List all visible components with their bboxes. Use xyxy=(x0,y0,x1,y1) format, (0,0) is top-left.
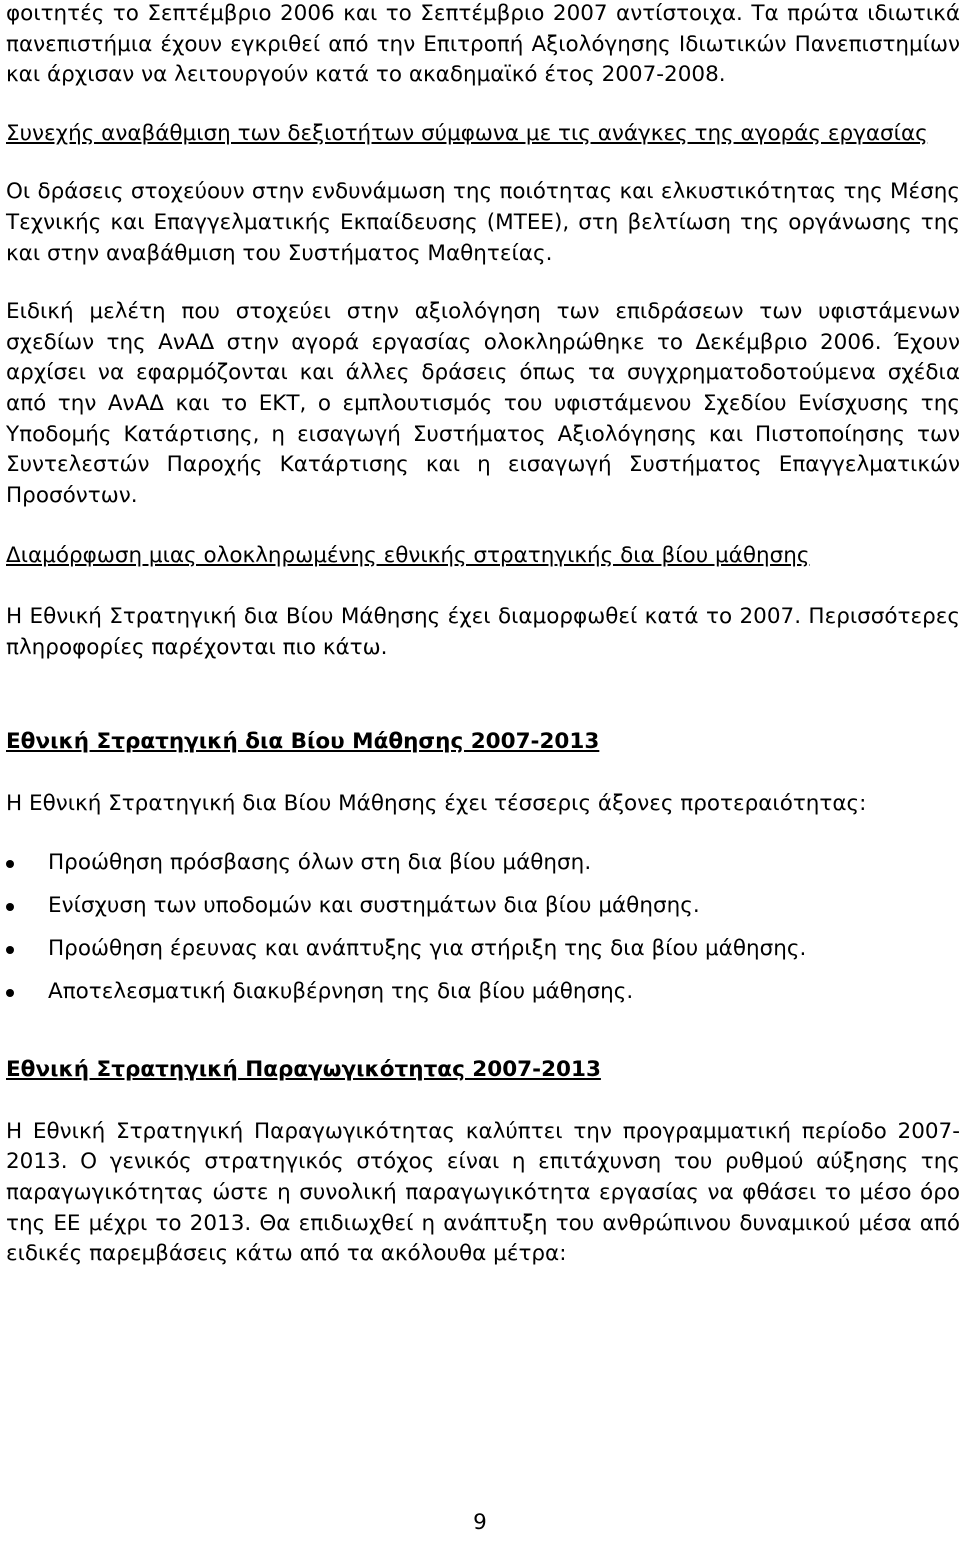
bullet-icon xyxy=(6,946,14,954)
list-item: Προώθηση έρευνας και ανάπτυξης για στήριξη της δια βίου μάθησης. xyxy=(6,934,960,964)
productivity-section-title: Εθνική Στρατηγική Παραγωγικότητας 2007-2013 xyxy=(6,1057,601,1083)
actions-paragraph: Οι δράσεις στοχεύουν στην ενδυνάμωση της ποιότητας και ελκυστικότητας της Μέσης Τεχνικής και Επαγγελματικής Εκπαίδευσης (ΜΤΕΕ), στη βελτίωση της οργάνωσης της και στην αναβάθμιση του Συστήματος Μαθητείας. xyxy=(6,179,960,266)
lifelong-intro: Η Εθνική Στρατηγική δια Βίου Μάθησης έχει τέσσερις άξονες προτεραιότητας: xyxy=(6,790,867,816)
intro-paragraph: φοιτητές το Σεπτέμβριο 2006 και το Σεπτέμβριο 2007 αντίστοιχα. Τα πρώτα ιδιωτικά πανεπιστήμια έχουν εγκριθεί από την Επιτροπή Αξιολόγησης Ιδιωτικών Πανεπιστημίων και άρχισαν να λειτουργούν κατά το ακαδημαϊκό έτος 2007-2008. xyxy=(6,1,960,88)
study-paragraph: Ειδική μελέτη που στοχεύει στην αξιολόγηση των επιδράσεων των υφιστάμενων σχεδίων της ΑνΑΔ στην αγορά εργασίας ολοκληρώθηκε το Δεκέμβριο 2006. Έχουν αρχίσει να εφαρμόζονται και άλλες δράσεις όπως τα συγχρηματοδοτούμενα σχέδια από την ΑνΑΔ και το ΕΚΤ, ο εμπλουτισμός του υφιστάμενου Σχεδίου Ενίσχυσης της Υποδομής Κατάρτισης, η εισαγωγή Συστήματος Αξιολόγησης και Πιστοποίησης των Συντελεστών Παροχής Κατάρτισης και η εισαγωγή Συστήματος Επαγγελματικών Προσόντων. xyxy=(6,299,960,508)
bullet-icon xyxy=(6,903,14,911)
bullet-icon xyxy=(6,989,14,997)
lifelong-section-title: Εθνική Στρατηγική δια Βίου Μάθησης 2007-2013 xyxy=(6,729,600,755)
list-item: Αποτελεσματική διακυβέρνηση της δια βίου μάθησης. xyxy=(6,977,960,1007)
page-number: 9 xyxy=(473,1510,487,1535)
strategy-heading: Διαμόρφωση μιας ολοκληρωμένης εθνικής στρατηγικής δια βίου μάθησης xyxy=(6,543,810,569)
list-item: Προώθηση πρόσβασης όλων στη δια βίου μάθηση. xyxy=(6,848,960,878)
skills-heading: Συνεχής αναβάθμιση των δεξιοτήτων σύμφωνα με τις ανάγκες της αγοράς εργασίας xyxy=(6,120,928,146)
document-page xyxy=(6,0,960,1270)
productivity-body: Η Εθνική Στρατηγική Παραγωγικότητας καλύπτει την προγραμματική περίοδο 2007-2013. Ο γενικός στρατηγικός στόχος είναι η επιτάχυνση του ρυθμού αύξησης της παραγωγικότητας ώστε η συνολική παραγωγικότητα εργασίας να φθάσει το μέσο όρο της ΕΕ μέχρι το 2013. Θα επιδιωχθεί η ανάπτυξη του ανθρώπινου δυναμικού μέσα από ειδικές παρεμβάσεις κάτω από τα ακόλουθα μέτρα: xyxy=(6,1118,960,1267)
list-item: Ενίσχυση των υποδομών και συστημάτων δια βίου μάθησης. xyxy=(6,891,960,921)
priority-axes-list xyxy=(6,848,960,1007)
bullet-icon xyxy=(6,860,14,868)
strategy-paragraph: Η Εθνική Στρατηγική δια Βίου Μάθησης έχει διαμορφωθεί κατά το 2007. Περισσότερες πληροφορίες παρέχονται πιο κάτω. xyxy=(6,603,960,660)
